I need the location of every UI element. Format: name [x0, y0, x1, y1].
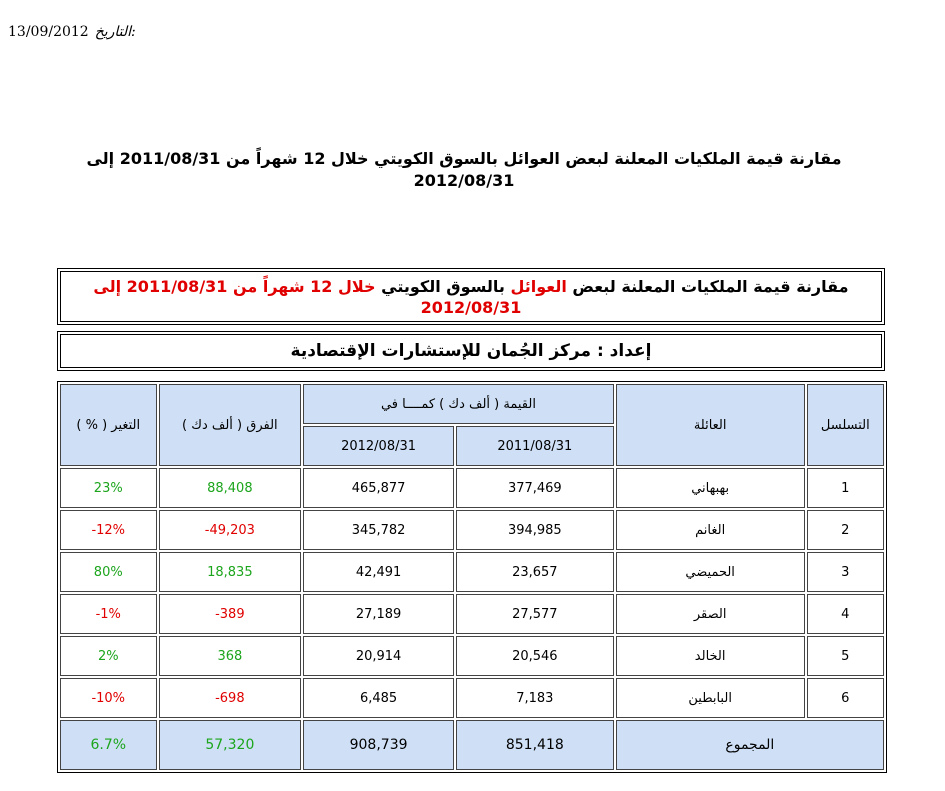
cell-value-2011: 7,183 — [456, 678, 614, 718]
cell-change: -1% — [60, 594, 157, 634]
cell-diff: 18,835 — [159, 552, 302, 592]
total-value-2012: 908,739 — [303, 720, 454, 770]
table-row — [60, 678, 884, 718]
date-label: التاريخ: — [94, 24, 136, 40]
cell-diff: -698 — [159, 678, 302, 718]
cell-family: الصقر — [616, 594, 805, 634]
table-title-period: خلال 12 شهراً من 2011/08/31 إلى 2012/08/31 — [93, 277, 522, 317]
cell-change: 23% — [60, 468, 157, 508]
cell-value-2012: 465,877 — [303, 468, 454, 508]
header-date2: 2012/08/31 — [303, 426, 454, 466]
table-title-box — [57, 268, 885, 325]
table-header-row — [60, 384, 884, 424]
comparison-table — [57, 381, 887, 773]
date-value: 13/09/2012 — [8, 24, 89, 40]
cell-serial: 6 — [807, 678, 884, 718]
cell-value-2012: 20,914 — [303, 636, 454, 676]
cell-value-2012: 345,782 — [303, 510, 454, 550]
cell-diff: 88,408 — [159, 468, 302, 508]
table-title-part3: بالسوق الكويتي — [381, 277, 505, 296]
cell-value-2012: 27,189 — [303, 594, 454, 634]
cell-value-2011: 27,577 — [456, 594, 614, 634]
header-value-group: القيمة ( ألف دك ) كمــــا في — [303, 384, 614, 424]
header-family: العائلة — [616, 384, 805, 466]
table-title-part1: مقارنة قيمة الملكيات المعلنة لبعض — [572, 277, 849, 296]
cell-serial: 4 — [807, 594, 884, 634]
cell-value-2011: 23,657 — [456, 552, 614, 592]
cell-value-2011: 394,985 — [456, 510, 614, 550]
cell-value-2012: 42,491 — [303, 552, 454, 592]
cell-diff: 368 — [159, 636, 302, 676]
cell-value-2011: 20,546 — [456, 636, 614, 676]
cell-value-2011: 377,469 — [456, 468, 614, 508]
table-row — [60, 468, 884, 508]
cell-family: البابطين — [616, 678, 805, 718]
total-change: 6.7% — [60, 720, 157, 770]
table-title — [60, 271, 882, 322]
cell-change: 80% — [60, 552, 157, 592]
header-date1: 2011/08/31 — [456, 426, 614, 466]
header-change: التغير ( % ) — [60, 384, 157, 466]
cell-diff: -49,203 — [159, 510, 302, 550]
cell-family: الغانم — [616, 510, 805, 550]
prepared-by: إعداد : مركز الجُمان للإستشارات الإقتصادية — [60, 334, 882, 368]
cell-change: -10% — [60, 678, 157, 718]
prepared-by-box — [57, 331, 885, 371]
page-title: مقارنة قيمة الملكيات المعلنة لبعض العوائل بالسوق الكويتي خلال 12 شهراً من 2011/08/31 إلى 2012/08/31 — [86, 149, 842, 190]
cell-serial: 2 — [807, 510, 884, 550]
cell-serial: 5 — [807, 636, 884, 676]
cell-serial: 1 — [807, 468, 884, 508]
date-line — [8, 24, 136, 40]
cell-change: -12% — [60, 510, 157, 550]
table-row — [60, 552, 884, 592]
total-value-2011: 851,418 — [456, 720, 614, 770]
cell-serial: 3 — [807, 552, 884, 592]
cell-diff: -389 — [159, 594, 302, 634]
table-row — [60, 594, 884, 634]
cell-family: بهبهاني — [616, 468, 805, 508]
header-diff: الفرق ( ألف دك ) — [159, 384, 302, 466]
table-title-highlight: العوائل — [510, 277, 567, 296]
cell-family: الحميضي — [616, 552, 805, 592]
total-diff: 57,320 — [159, 720, 302, 770]
table-row — [60, 510, 884, 550]
cell-value-2012: 6,485 — [303, 678, 454, 718]
table-row — [60, 636, 884, 676]
cell-family: الخالد — [616, 636, 805, 676]
cell-change: 2% — [60, 636, 157, 676]
table-total-row — [60, 720, 884, 770]
total-label: المجموع — [616, 720, 884, 770]
header-serial: التسلسل — [807, 384, 884, 466]
